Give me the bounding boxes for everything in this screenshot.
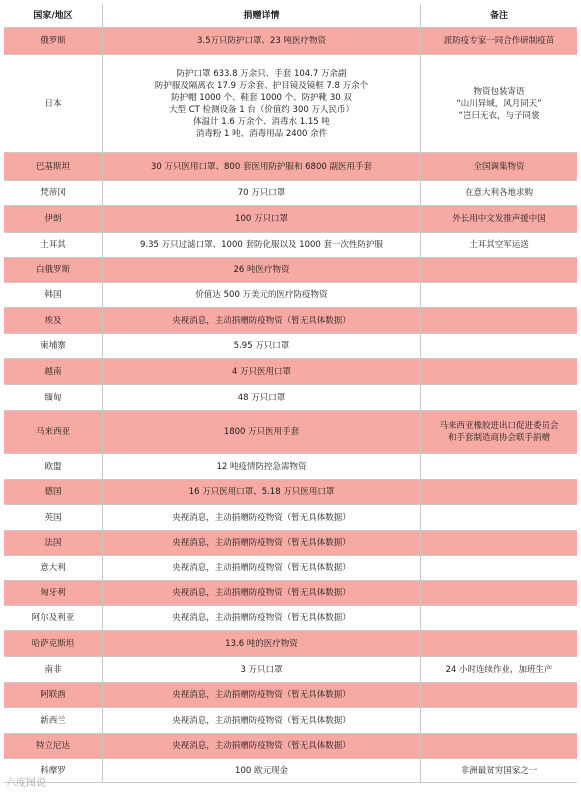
note-cell (421, 531, 577, 555)
table-row (4, 480, 577, 505)
country-cell: 匈牙利 (4, 581, 103, 605)
note-cell: 派防疫专家一同合作研制疫苗 (443, 36, 555, 46)
country-cell: 新西兰 (4, 708, 103, 733)
table-row (4, 308, 577, 334)
detail-cell: 100 万只口罩 (103, 206, 421, 232)
note-cell (421, 334, 577, 358)
detail-cell: 央视消息，主动捐赠防疫物资（暂无具体数据） (103, 581, 421, 605)
detail-cell: 48 万只口罩 (103, 385, 421, 410)
table-row (4, 55, 577, 153)
country-cell: 阿尔及利亚 (4, 606, 103, 630)
detail-cell: 防护口罩 633.8 万余只、手套 104.7 万余副 防护服及隔离衣 17.9 万余套、护目镜及镜框 7.8 万余个 防护帽 1000 个、鞋套 1000 个、防护靴 30 双 大型 CT 检测设备 1 台（价值约 300 万人民币） 体温计 1.6 万余个、消毒水 1.15 吨 消毒粉 1 吨、消毒用品 2400 余件 (103, 55, 421, 152)
detail-cell: 30 万只医用口罩、800 套医用防护服和 6800 副医用手套 (103, 153, 421, 180)
table-row (4, 657, 577, 683)
note-cell (421, 606, 577, 630)
table-row (4, 759, 577, 783)
note-cell (421, 708, 577, 733)
note-cell (421, 359, 577, 384)
table-row (4, 556, 577, 581)
detail-cell: 央视消息，主动捐赠防疫物资（暂无具体数据） (103, 505, 421, 530)
country-cell: 柬埔寨 (4, 334, 103, 358)
country-cell: 特立尼达 (4, 734, 103, 758)
country-cell: 德国 (4, 480, 103, 504)
country-cell: 南非 (4, 657, 103, 682)
table-header-row (4, 4, 577, 28)
note-cell (421, 631, 577, 656)
detail-cell: 央视消息，主动捐赠防疫物资（暂无具体数据） (103, 308, 421, 333)
table-row (4, 283, 577, 308)
detail-cell: 12 吨疫情防控急需物资 (103, 454, 421, 479)
note-cell: 在意大利各地求购 (464, 188, 533, 198)
watermark: 六度图说 (6, 778, 46, 789)
table-row (4, 334, 577, 359)
country-cell: 阿联酋 (4, 683, 103, 707)
country-cell: 马来西亚 (4, 411, 103, 453)
country-cell: 埃及 (4, 308, 103, 333)
note-cell: 24 小时连续作业，加班生产 (445, 664, 553, 675)
table-row (4, 385, 577, 411)
detail-cell: 100 欧元现金 (103, 759, 421, 782)
table-row (4, 531, 577, 556)
country-cell: 哈萨克斯坦 (4, 631, 103, 656)
table-row (4, 206, 577, 233)
detail-cell: 央视消息，主动捐赠防疫物资（暂无具体数据） (103, 606, 421, 630)
country-cell: 白俄罗斯 (4, 258, 103, 282)
note-cell (421, 258, 577, 282)
country-cell: 英国 (4, 505, 103, 530)
table-row (4, 28, 577, 55)
note-cell (421, 581, 577, 605)
detail-cell: 13.6 吨的医疗物资 (103, 631, 421, 656)
detail-cell: 3.5万只防护口罩、23 吨医疗物资 (103, 28, 421, 54)
country-cell: 韩国 (4, 283, 103, 307)
detail-cell: 4 万只医用口罩 (103, 359, 421, 384)
detail-cell: 26 吨医疗物资 (103, 258, 421, 282)
detail-cell: 央视消息，主动捐赠防疫物资（暂无具体数据） (103, 683, 421, 707)
country-cell: 伊朗 (4, 206, 103, 232)
detail-cell: 9.35 万只过滤口罩、1000 套防化服以及 1000 套一次性防护服 (103, 233, 421, 257)
table-row (4, 683, 577, 708)
detail-cell: 央视消息，主动捐赠防疫物资（暂无具体数据） (103, 531, 421, 555)
table-row (4, 505, 577, 531)
table-body (4, 28, 577, 783)
table-row (4, 181, 577, 206)
note-cell: 非洲最贫穷国家之一 (460, 765, 538, 776)
note-cell (421, 308, 577, 333)
header-country: 国家/地区 (4, 4, 103, 27)
table-row (4, 411, 577, 454)
note-cell: 马来西亚橡胶进出口促进委员会 和手套制造商协会联手捐赠 (439, 421, 559, 443)
note-cell (421, 454, 577, 479)
header-detail: 捐赠详情 (103, 4, 421, 27)
detail-cell: 16 万只医用口罩、5.18 万只医用口罩 (103, 480, 421, 504)
note-cell (421, 505, 577, 530)
detail-cell: 央视消息，主动捐赠防疫物资（暂无具体数据） (103, 734, 421, 758)
country-cell: 越南 (4, 359, 103, 384)
detail-cell: 3 万只口罩 (103, 657, 421, 682)
table-row (4, 708, 577, 734)
table-row (4, 153, 577, 181)
country-cell: 科摩罗 (4, 759, 103, 782)
note-cell (421, 480, 577, 504)
note-cell (421, 683, 577, 707)
donation-table (4, 4, 577, 783)
note-cell: 全国调集物资 (473, 161, 525, 172)
detail-cell: 央视消息，主动捐赠防疫物资（暂无具体数据） (103, 556, 421, 580)
country-cell: 日本 (4, 55, 103, 152)
header-note: 备注 (489, 10, 508, 21)
detail-cell: 5.95 万只口罩 (103, 334, 421, 358)
detail-cell: 价值达 500 万美元的医疗防疫物资 (103, 283, 421, 307)
detail-cell: 70 万只口罩 (103, 181, 421, 205)
country-cell: 法国 (4, 531, 103, 555)
country-cell: 梵蒂冈 (4, 181, 103, 205)
detail-cell: 央视消息，主动捐赠防疫物资（暂无具体数据） (103, 708, 421, 733)
table-row (4, 359, 577, 385)
table-row (4, 581, 577, 606)
country-cell: 缅甸 (4, 385, 103, 410)
table-row (4, 606, 577, 631)
country-cell: 俄罗斯 (4, 28, 103, 54)
table-row (4, 258, 577, 283)
note-cell: 土耳其空军运送 (469, 240, 529, 250)
note-cell (421, 734, 577, 758)
table-row (4, 631, 577, 657)
detail-cell: 1800 万只医用手套 (103, 411, 421, 453)
note-cell (421, 385, 577, 410)
country-cell: 意大利 (4, 556, 103, 580)
country-cell: 欧盟 (4, 454, 103, 479)
note-cell: 物资包装寄语 “山川异域，风月同天” “岂曰无衣，与子同裳 (456, 86, 542, 121)
country-cell: 土耳其 (4, 233, 103, 257)
table-row (4, 734, 577, 759)
note-cell: 外长用中文发推声援中国 (452, 214, 546, 224)
country-cell: 巴基斯坦 (4, 153, 103, 180)
table-row (4, 233, 577, 258)
table-row (4, 454, 577, 480)
note-cell (421, 556, 577, 580)
note-cell (421, 283, 577, 307)
